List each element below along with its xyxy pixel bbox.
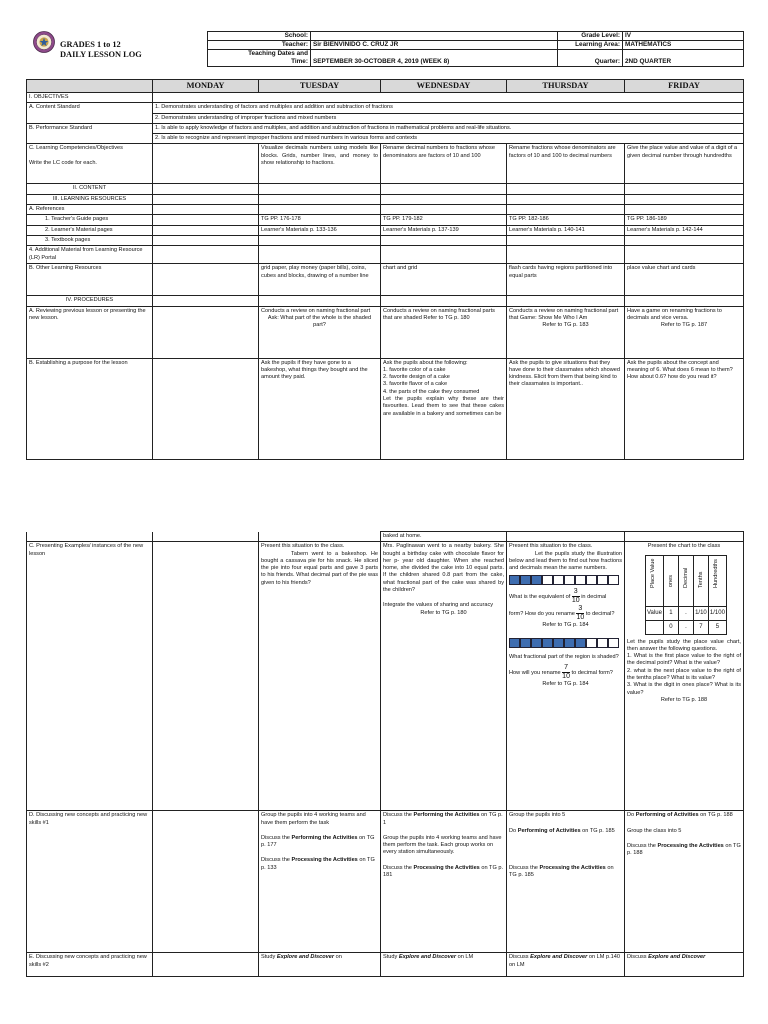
tg-thursday: TG PP. 182-186: [507, 215, 625, 225]
pv-head-place-value: Place Value: [646, 555, 664, 606]
learning-area-value: MATHEMATICS: [623, 41, 744, 50]
content-heading: II. CONTENT: [27, 184, 153, 194]
discussing-2-label: E. Discussing new concepts and practicing new skills #2: [27, 953, 153, 977]
teaching-dates-value: SEPTEMBER 30-OCTOBER 4, 2019 (WEEK 8): [311, 50, 558, 67]
presenting-wednesday-2: Integrate the values of sharing and accuracy: [383, 602, 494, 609]
fraction-bar-3-tenths: [509, 575, 622, 585]
presenting-thursday-2: Let the pupils study the illustration below and lead them to find out how fractions and decimals mean the same numbers.: [509, 550, 622, 572]
discussing-1-friday: Do Performing of Activities on TG p. 188 Group the class into 5 Discuss the Processing the Activities on TG p. 188: [625, 811, 744, 953]
teacher-label: Teacher:: [208, 41, 311, 50]
lm-thursday: Learner's Materials p. 140-141: [507, 225, 625, 235]
day-monday: MONDAY: [153, 80, 259, 93]
fraction-3-10: $\frac{3}{10}$: [571, 588, 580, 605]
discussing-1-label: D. Discussing new concepts and practicing new skills #1: [27, 811, 153, 953]
pv-digit-ones: 0: [663, 620, 678, 634]
teachers-guide-label: 1. Teacher's Guide pages: [27, 215, 153, 225]
corner-cell: [27, 80, 153, 93]
presenting-friday-4: 2. what is the next place value to the right of the tenths place? What is its value?: [627, 667, 741, 682]
presenting-tuesday: [259, 542, 381, 811]
presenting-examples-label: C. Presenting Examples/ instances of the new lesson: [27, 542, 153, 811]
presenting-wednesday-1: Mrs. Paglinawan went to a nearby bakery. She bought a birthday cake with chocolate flavor for her p- year old daughter. When she reached home, she divided the cake into 10 equal parts. If the children shared 0.8 part from the cake, what fractional part of the cake was shared by the children?: [383, 543, 504, 594]
purpose-wednesday-3: 2. favorite design of a cake: [383, 374, 450, 381]
fraction-3-10-b: $\frac{3}{10}$: [576, 605, 585, 622]
purpose-wednesday: [381, 358, 507, 459]
thursday-ref-1: Refer to TG p. 184: [542, 622, 589, 629]
review-tuesday-2: Ask: What part of the whole is the shaded part?: [267, 314, 372, 329]
content-standard-2: 2. Demonstrates understanding of improper fractions and mixed numbers: [153, 113, 744, 123]
discussing-2-thursday: Discuss Explore and Discover on LM p.140 on LM: [507, 953, 625, 977]
day-tuesday: TUESDAY: [259, 80, 381, 93]
presenting-tuesday-2: Tabern went to a bakeshop. He bought a cassava pie for his snack. He sliced the pie into four equal parts and gave 3 parts to his friends. What decimal part of the pie was given to his friends?: [261, 550, 378, 586]
quarter-label: Quarter:: [558, 50, 623, 67]
procedures-heading: IV. PROCEDURES: [27, 296, 153, 306]
additional-material-label: 4. Additional Material from Learning Resource (LR) Portal: [27, 246, 153, 264]
review-wednesday: Conducts a review on naming fractional parts that are shaded Refer to TG p. 180: [381, 306, 507, 358]
learning-area-label: Learning Area:: [558, 41, 623, 50]
purpose-label: B. Establishing a purpose for the lesson: [27, 358, 153, 459]
presenting-friday-5: 3. What is the digit in ones place? What is its value?: [627, 682, 741, 696]
pv-value-tenths: 1/10: [693, 606, 708, 620]
presenting-friday-3: 1. What is the first place value to the right of the decimal point? What is the value?: [627, 653, 741, 667]
question-2c: to decimal form?: [571, 670, 613, 677]
review-friday: [625, 306, 744, 358]
pv-head-hundredths: Hundredths: [708, 555, 726, 606]
competencies-label: [27, 144, 153, 184]
lm-wednesday: Learner's Materials p. 137-139: [381, 225, 507, 235]
school-value: [311, 32, 558, 41]
place-value-chart: [645, 555, 727, 635]
review-friday-1: Have a game on renaming fractions to decimals and vice versa.: [627, 307, 722, 321]
learners-material-label: 2. Learner's Material pages: [27, 225, 153, 235]
presenting-wednesday: [381, 542, 507, 811]
objectives-heading: I. OBJECTIVES: [27, 93, 153, 103]
question-1c: to decimal?: [585, 611, 615, 618]
purpose-wednesday-5: 4. the parts of the cake they consumed: [383, 388, 480, 395]
day-friday: FRIDAY: [625, 80, 744, 93]
pv-digit-point: .: [678, 620, 693, 634]
purpose-wednesday-6: Let the pupils explain why these are their favourites. Lead them to see that these cakes are available in a bakery and sometimes can be: [383, 396, 504, 417]
lm-friday: Learner's Materials p. 142-144: [625, 225, 744, 235]
discussing-2-tuesday: Study Explore and Discover on: [259, 953, 381, 977]
competencies-label-1: C. Learning Competencies/Objectives: [29, 145, 123, 152]
presenting-thursday-1: Present this situation to the class.: [509, 543, 593, 550]
teaching-dates-label: [208, 50, 311, 67]
question-1a: What is the equivalent of: [509, 594, 571, 601]
competency-monday: [153, 144, 259, 184]
pv-head-ones: ones: [663, 555, 678, 606]
content-standard-1: 1. Demonstrates understanding of factors and multiples and addition and subtraction of fractions: [153, 103, 744, 113]
lesson-log-table-page-2: [26, 531, 744, 977]
pv-digit-tenths: 7: [693, 620, 708, 634]
presenting-friday-2: Let the pupils study the place value chart, then answer the following questions.: [627, 638, 741, 652]
competency-wednesday: Rename decimal numbers to fractions whose denominators are factors of 10 and 100: [381, 144, 507, 184]
review-label: A. Reviewing previous lesson or presenting the new lesson.: [27, 306, 153, 358]
presenting-friday-1: Present the chart to the class: [647, 543, 721, 550]
competency-friday: Give the place value and value of a digit of a given decimal number through hundredths: [625, 144, 744, 184]
continued-wednesday: baked at home.: [381, 532, 507, 542]
presenting-friday-6: Refer to TG p. 188: [660, 696, 708, 703]
pv-head-tenths: Tenths: [693, 555, 708, 606]
performance-standard-2: 2. Is able to recognize and represent improper fractions and mixed numbers in various forms and contexts: [153, 134, 744, 144]
pv-head-decimal: Decimal: [678, 555, 693, 606]
review-thursday-2: Refer to TG p. 183: [542, 322, 589, 329]
discussing-2-wednesday: Study Explore and Discover on LM: [381, 953, 507, 977]
presenting-wednesday-3: Refer to TG p. 180: [420, 609, 467, 616]
other-wednesday: chart and grid: [381, 264, 507, 296]
other-monday: [153, 264, 259, 296]
lm-monday: [153, 225, 259, 235]
purpose-friday: Ask the pupils about the concept and meaning of 6. What does 6 mean to them? How about 0.6? how do you read it?: [625, 358, 744, 459]
lesson-log-table-page-1: [26, 79, 744, 460]
pv-value-label: Value: [646, 606, 664, 620]
purpose-wednesday-2: 1. favorite color of a cake: [383, 366, 446, 373]
discussing-1-wednesday: Discuss the Performing the Activities on TG p. 1 Group the pupils into 4 working teams and have them perform the task. Each group works on every station simultaneously. Discuss the Processing the Activities on TG p. 181: [381, 811, 507, 953]
purpose-wednesday-1: Ask the pupils about the following:: [383, 359, 468, 366]
review-tuesday: [259, 306, 381, 358]
other-friday: place value chart and cards: [625, 264, 744, 296]
discussing-2-friday: Discuss Explore and Discover: [625, 953, 744, 977]
lm-tuesday: Learner's Materials p. 133-136: [259, 225, 381, 235]
discussing-1-thursday: Group the pupils into 5 Do Performing of Activities on TG p. 185 Discuss the Processing the Activities on TG p. 185: [507, 811, 625, 953]
other-tuesday: grid paper, play money (paper bills), coins, cubes and blocks, drawing of a number line: [259, 264, 381, 296]
tg-friday: TG PP. 186-189: [625, 215, 744, 225]
performance-standard-1: 1. Is able to apply knowledge of factors and multiples, and addition and subtraction of fractions in mathematical problems and real-life situations.: [153, 123, 744, 133]
day-thursday: THURSDAY: [507, 80, 625, 93]
tg-wednesday: TG PP. 179-182: [381, 215, 507, 225]
school-label: School:: [208, 32, 311, 41]
teaching-dates-label-1: Teaching Dates and: [248, 50, 308, 57]
deped-seal: [33, 31, 55, 53]
review-thursday: [507, 306, 625, 358]
question-2b: How will you rename: [509, 670, 561, 677]
references-label: A. References: [27, 205, 153, 215]
pv-value-hundredths: 1/100: [708, 606, 726, 620]
presenting-tuesday-1: Present this situation to the class.: [261, 543, 345, 550]
day-wednesday: WEDNESDAY: [381, 80, 507, 93]
pv-digit-hundredths: 5: [708, 620, 726, 634]
other-resources-label: B. Other Learning Resources: [27, 264, 153, 296]
review-tuesday-1: Conducts a review on naming fractional part: [261, 307, 371, 314]
grade-level-value: IV: [623, 32, 744, 41]
title-line-1: GRADES 1 to 12: [60, 40, 121, 49]
question-2a: What fractional part of the region is shaded?: [509, 653, 619, 660]
competency-tuesday: Visualize decimals numbers using models like blocks. Grids, number lines, and money to show relationship to fractions.: [259, 144, 381, 184]
tg-monday: [153, 215, 259, 225]
pv-value-ones: 1: [663, 606, 678, 620]
learning-resources-heading: III. LEARNING RESOURCES: [27, 194, 153, 204]
purpose-wednesday-4: 3. favorite flavor of a cake: [383, 381, 448, 388]
teaching-dates-label-2: Time:: [291, 58, 308, 65]
presenting-friday: [625, 542, 744, 811]
question-1b: in decimal form? How do you rename: [509, 594, 607, 618]
review-friday-2: Refer to TG p. 187: [660, 322, 708, 329]
other-thursday: flash cards having regions partitioned into equal parts: [507, 264, 625, 296]
fraction-7-10: $\frac{7}{10}$: [562, 664, 570, 681]
presenting-thursday: [507, 542, 625, 811]
header-table: [207, 31, 744, 67]
performance-standard-label: B. Performance Standard: [27, 123, 153, 144]
teacher-value: Sir BIENVINIDO C. CRUZ JR: [311, 41, 558, 50]
competencies-label-2: Write the LC code for each.: [29, 159, 97, 166]
textbook-label: 3. Textbook pages: [27, 235, 153, 245]
pv-value-point: .: [678, 606, 693, 620]
fraction-bar-7-tenths: [509, 638, 622, 648]
review-thursday-1: Conducts a review on naming fractional part that Game: Show Me Who I Am: [509, 307, 619, 321]
quarter-value: 2ND QUARTER: [623, 50, 744, 67]
tg-tuesday: TG PP. 176-178: [259, 215, 381, 225]
competency-thursday: Rename fractions whose denominators are factors of 10 and 100 to decimal numbers: [507, 144, 625, 184]
log-title: [60, 40, 142, 60]
title-line-2: DAILY LESSON LOG: [60, 50, 142, 59]
content-standard-label: A. Content Standard: [27, 103, 153, 124]
purpose-tuesday: Ask the pupils if they have gone to a bakeshop, what things they bought and the amount they paid.: [259, 358, 381, 459]
thursday-ref-2: Refer to TG p. 184: [542, 681, 589, 688]
grade-level-label: Grade Level:: [558, 32, 623, 41]
purpose-thursday: Ask the pupils to give situations that they have done to their classmates which showed kindness. Elicit from them that being kind to their classmates is important..: [507, 358, 625, 459]
discussing-1-tuesday: Group the pupils into 4 working teams and have them perform the task Discuss the Performing the Activities on TG p. 177 Discuss the Processing the Activities on TG p. 133: [259, 811, 381, 953]
